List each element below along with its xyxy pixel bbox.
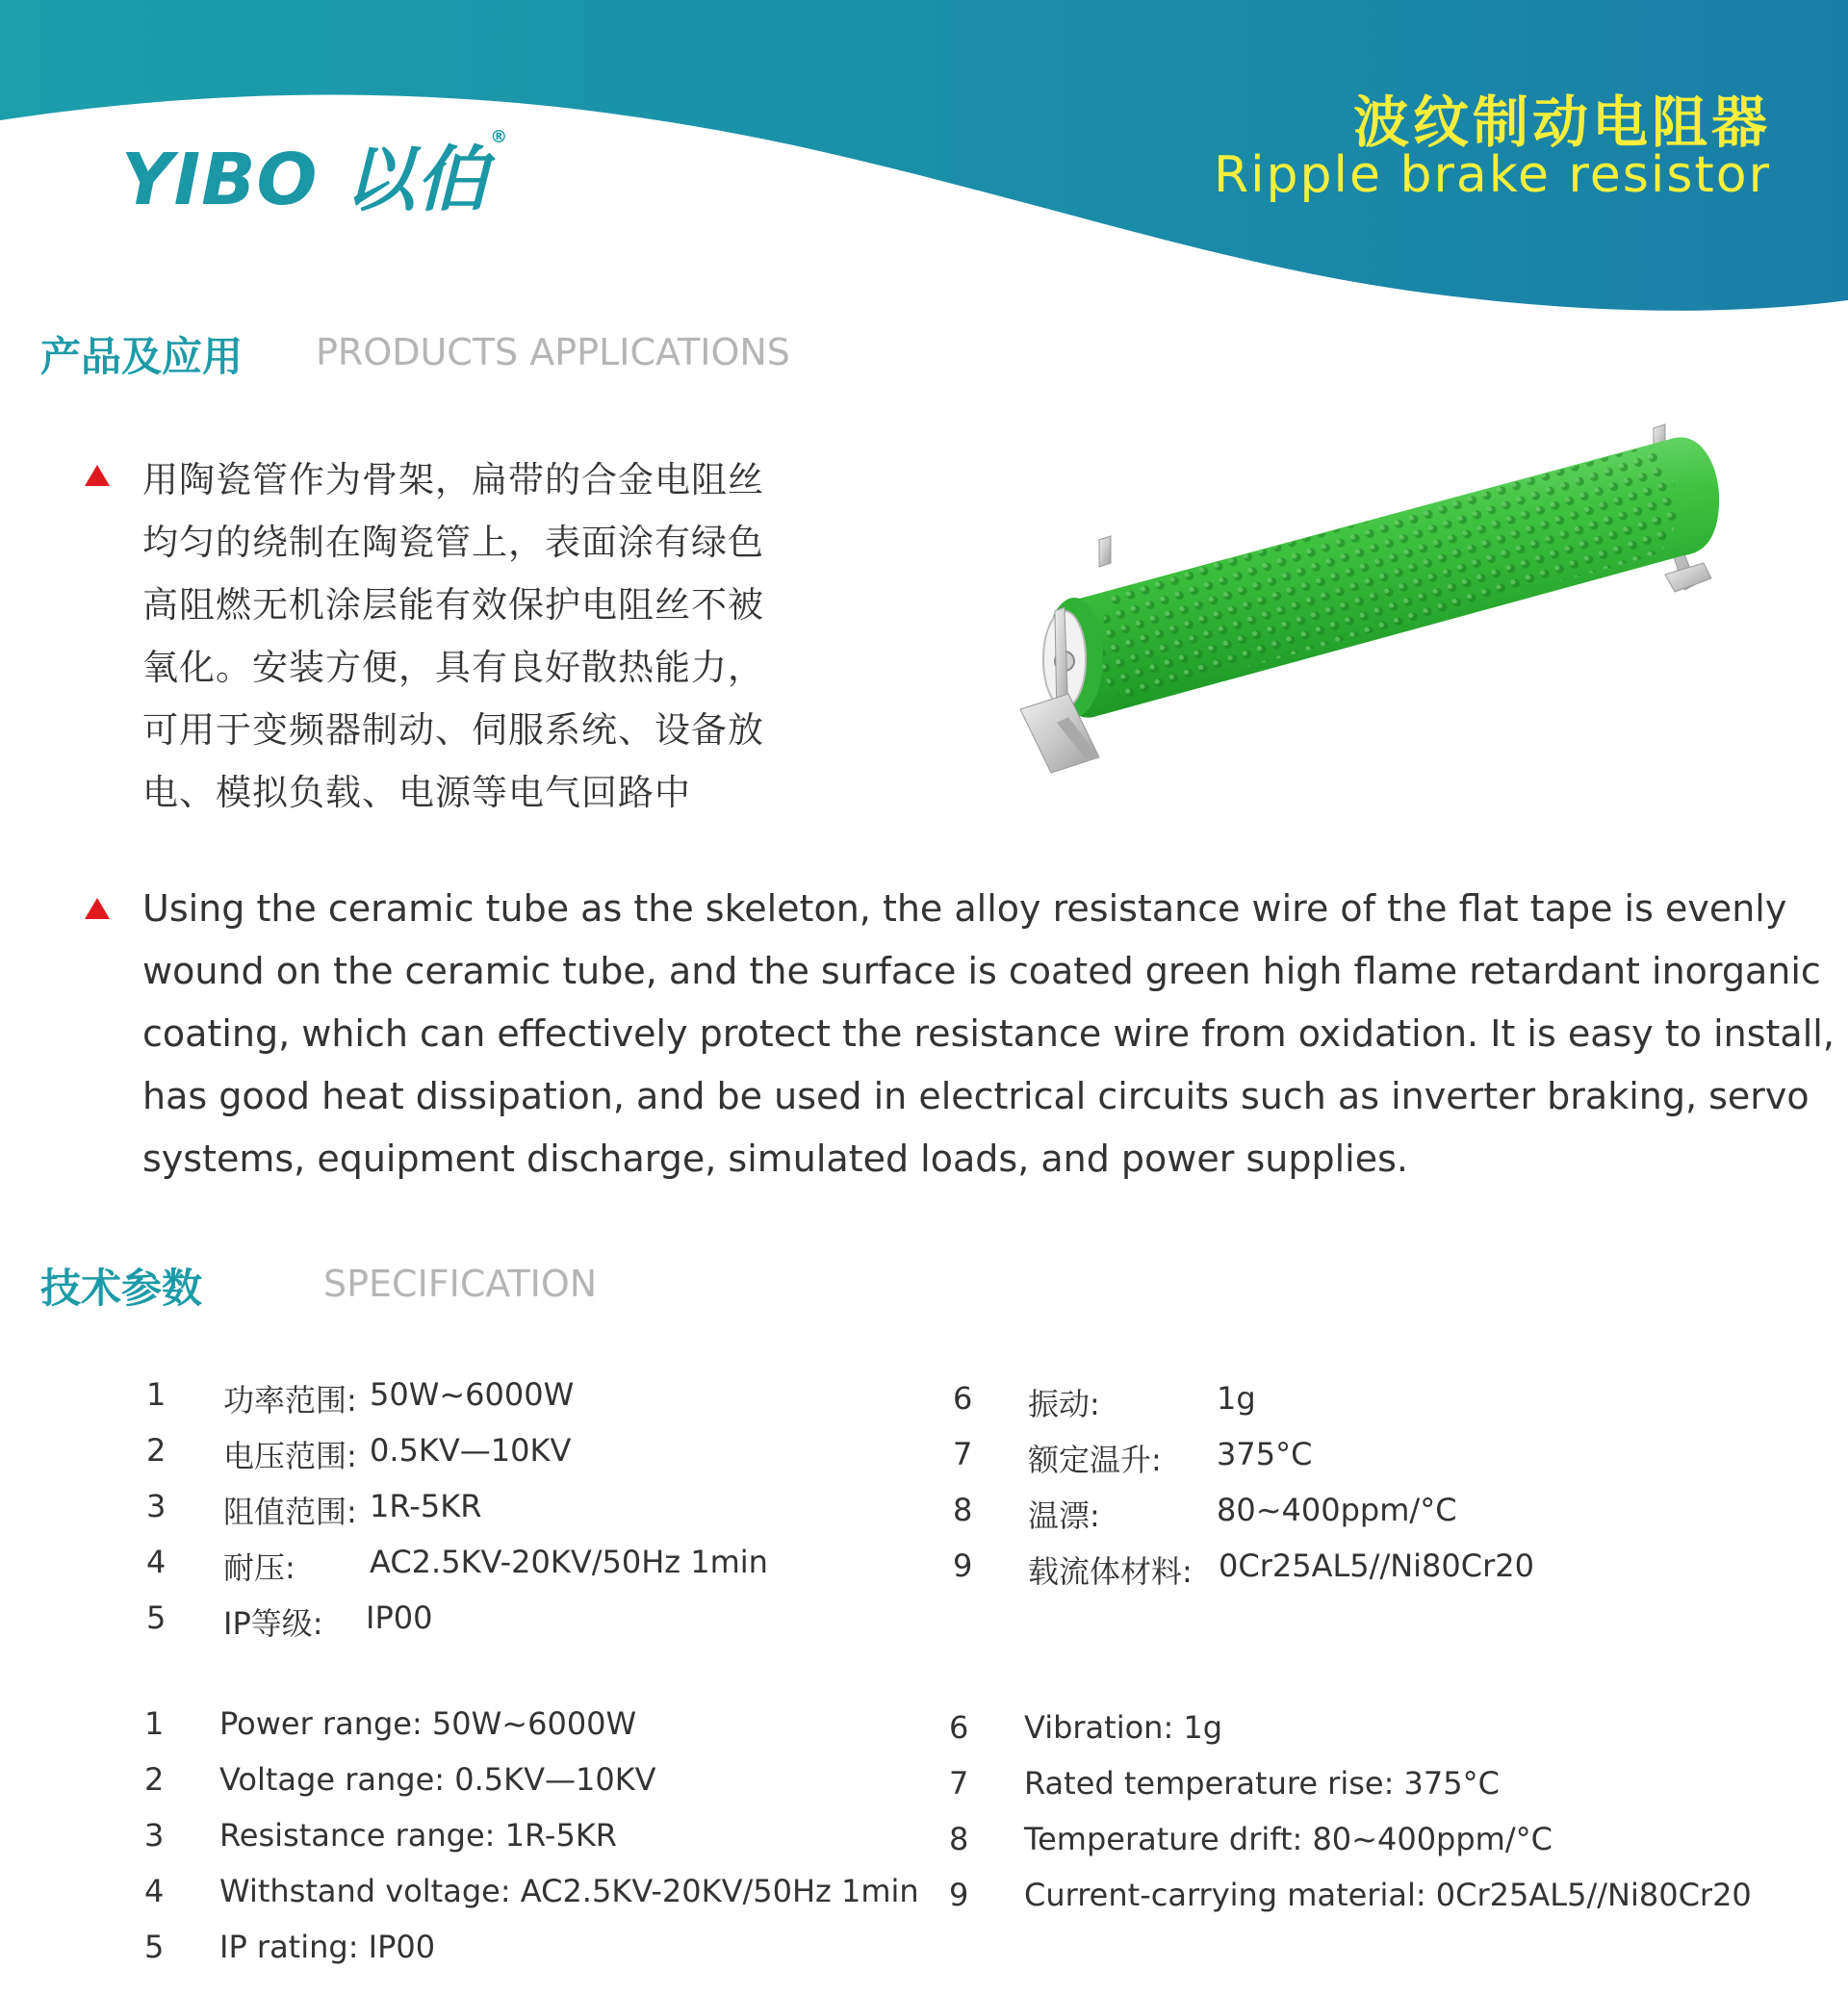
spec-number: 1	[146, 1376, 167, 1413]
desc-cn-line: 电、模拟负载、电源等电气回路中	[142, 772, 691, 813]
spec-number: 7	[953, 1436, 973, 1472]
bullet-triangle-icon	[85, 465, 110, 486]
spec-number: 8	[953, 1492, 973, 1528]
spec-key: IP等级:	[223, 1605, 323, 1642]
registered-mark: ®	[490, 127, 509, 147]
brand-logo	[121, 123, 508, 225]
desc-en-line: has good heat dissipation, and be used in electrical circuits such as inverter braking, servo	[142, 1075, 1810, 1117]
spec-value: 1g	[1217, 1380, 1256, 1417]
product-description-en	[142, 878, 1835, 1190]
desc-en-line: systems, equipment discharge, simulated loads, and power supplies.	[142, 1138, 1408, 1180]
spec-number: 6	[953, 1380, 973, 1417]
spec-key: 载流体材料:	[1028, 1553, 1193, 1590]
spec-text: Withstand voltage: AC2.5KV-20KV/50Hz 1min	[219, 1873, 919, 1909]
desc-en-line: coating, which can effectively protect the resistance wire from oxidation. It is easy to install,	[142, 1012, 1835, 1055]
spec-value: 1R-5KR	[370, 1488, 482, 1524]
spec-key: 电压范围:	[223, 1438, 357, 1474]
spec-number: 2	[146, 1432, 167, 1469]
spec-number: 2	[144, 1761, 165, 1798]
spec-key: 阻值范围:	[223, 1494, 357, 1530]
spec-number: 1	[144, 1705, 165, 1742]
products-heading-en: PRODUCTS APPLICATIONS	[316, 331, 790, 373]
spec-value: 0.5KV—10KV	[370, 1432, 572, 1469]
spec-number: 9	[953, 1547, 973, 1584]
spec-value: 50W~6000W	[370, 1376, 575, 1413]
brand-logo-text: YIBO 以伯	[121, 139, 489, 221]
spec-number: 3	[146, 1488, 167, 1524]
spec-number: 9	[949, 1877, 969, 1913]
spec-heading-en: SPECIFICATION	[323, 1263, 598, 1305]
spec-value: 0Cr25AL5//Ni80Cr20	[1219, 1547, 1534, 1584]
spec-number: 3	[144, 1817, 165, 1854]
spec-text: Voltage range: 0.5KV—10KV	[219, 1761, 656, 1798]
desc-cn-line: 可用于变频器制动、伺服系统、设备放	[142, 709, 764, 751]
spec-value: 80~400ppm/°C	[1217, 1492, 1457, 1528]
spec-text: Power range: 50W~6000W	[219, 1705, 637, 1742]
bullet-triangle-icon	[85, 898, 110, 919]
desc-cn-line: 氧化。安装方便，具有良好散热能力，	[142, 647, 764, 688]
spec-value: 375°C	[1217, 1436, 1313, 1472]
product-description-cn	[142, 448, 797, 824]
desc-en-line: wound on the ceramic tube, and the surface is coated green high flame retardant inorganic	[142, 950, 1821, 992]
products-heading-cn: 产品及应用	[40, 333, 244, 380]
spec-text: Current-carrying material: 0Cr25AL5//Ni80Cr20	[1024, 1877, 1752, 1913]
spec-number: 5	[146, 1599, 167, 1636]
spec-number: 5	[144, 1929, 165, 1965]
spec-number: 6	[949, 1709, 969, 1746]
spec-number: 8	[949, 1821, 969, 1857]
desc-cn-line: 高阻燃无机涂层能有效保护电阻丝不被	[142, 584, 764, 626]
spec-key: 耐压:	[223, 1549, 295, 1586]
spec-text: Vibration: 1g	[1024, 1709, 1223, 1746]
spec-number: 7	[949, 1765, 969, 1802]
spec-value: AC2.5KV-20KV/50Hz 1min	[370, 1544, 768, 1580]
spec-number: 4	[146, 1544, 167, 1580]
spec-text: Rated temperature rise: 375°C	[1024, 1765, 1500, 1802]
spec-key: 温漂:	[1028, 1497, 1100, 1534]
desc-en-line: Using the ceramic tube as the skeleton, the alloy resistance wire of the flat tape is evenly	[142, 887, 1787, 930]
spec-text: IP rating: IP00	[219, 1929, 436, 1965]
spec-heading-cn: 技术参数	[40, 1265, 203, 1312]
spec-key: 功率范围:	[223, 1382, 357, 1419]
spec-text: Resistance range: 1R-5KR	[219, 1817, 618, 1854]
resistor-product-image	[1011, 399, 1732, 784]
product-title-cn: 波纹制动电阻器	[1352, 90, 1771, 155]
product-title-en: Ripple brake resistor	[1213, 146, 1771, 204]
spec-key: 额定温升:	[1028, 1442, 1162, 1478]
spec-number: 4	[144, 1873, 165, 1909]
spec-text: Temperature drift: 80~400ppm/°C	[1024, 1821, 1553, 1857]
desc-cn-line: 用陶瓷管作为骨架，扁带的合金电阻丝	[142, 459, 764, 500]
spec-key: 振动:	[1028, 1386, 1100, 1422]
spec-value: IP00	[366, 1599, 433, 1636]
desc-cn-line: 均匀的绕制在陶瓷管上，表面涂有绿色	[142, 522, 764, 563]
